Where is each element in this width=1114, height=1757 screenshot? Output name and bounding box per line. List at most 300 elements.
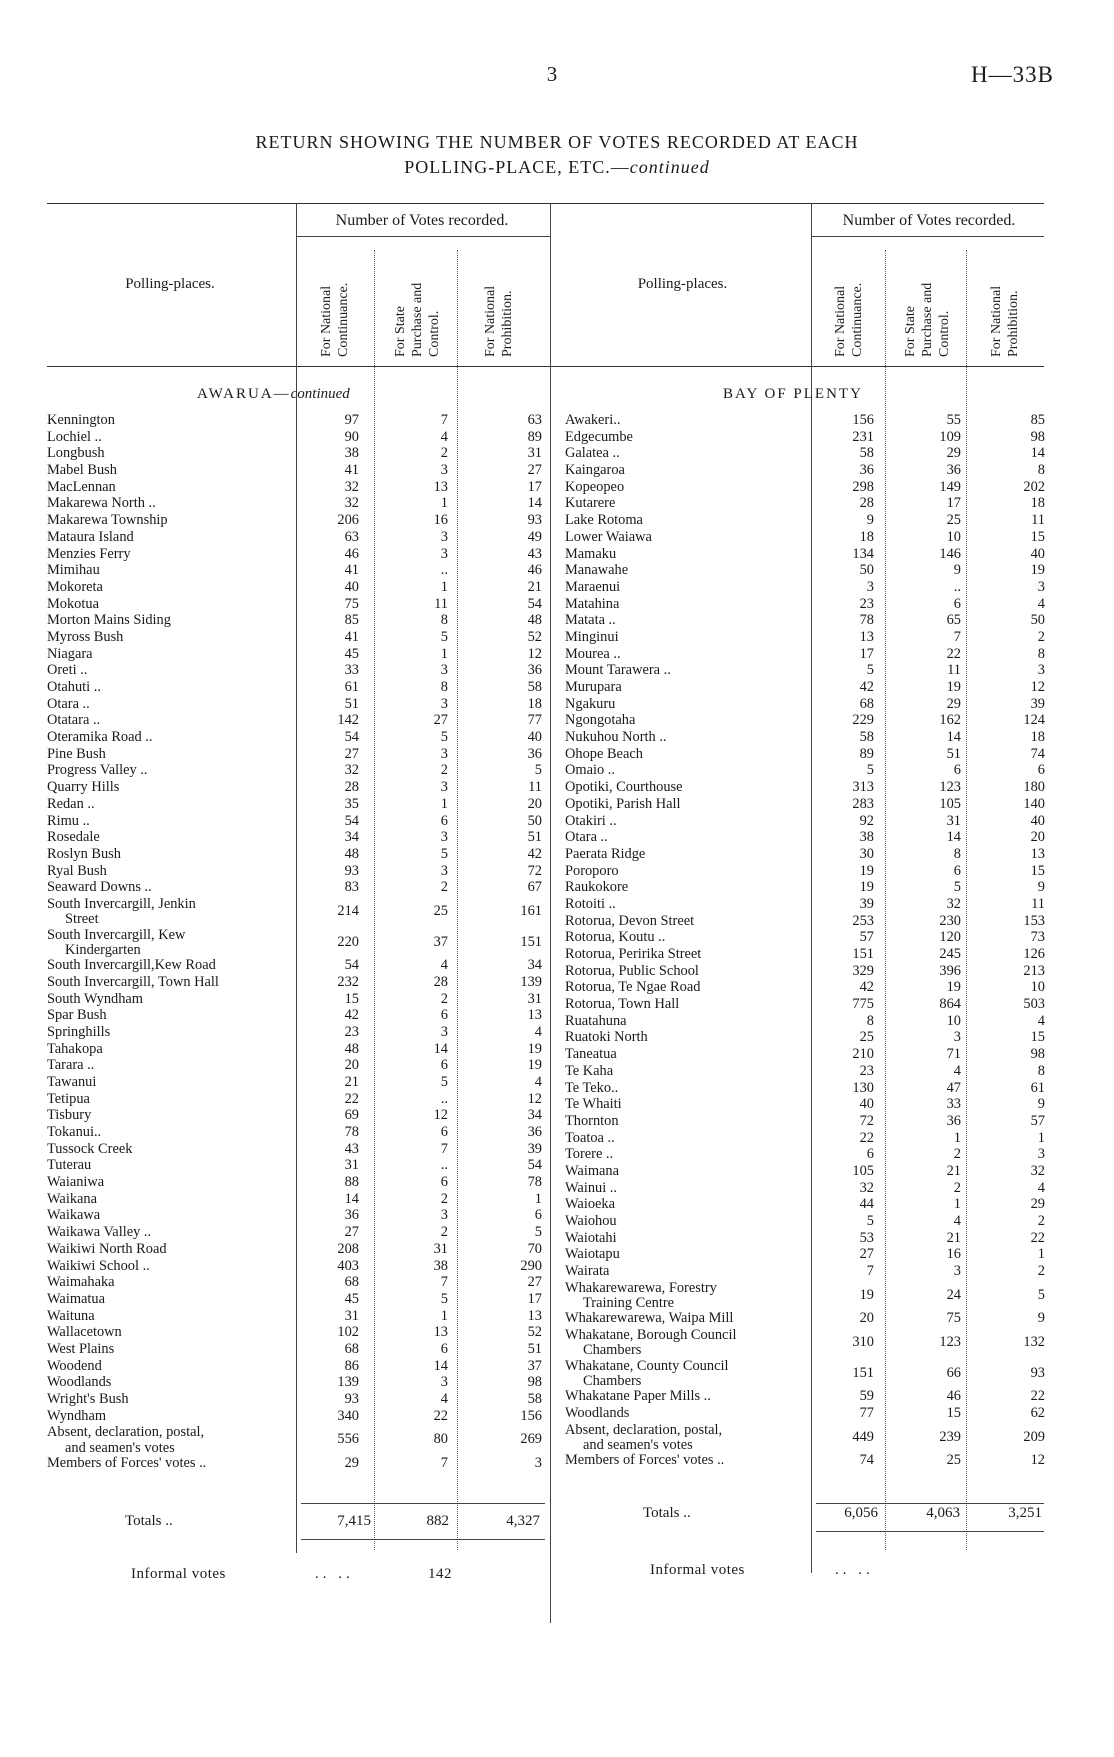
table-row (565, 580, 1055, 597)
polling-place-name-line-1: Oreti .. (47, 662, 88, 679)
votes-prohibition: 98 (527, 1374, 542, 1391)
left-col2-header: For State Purchase and Control. (393, 282, 442, 357)
votes-continuance: 20 (859, 1310, 874, 1327)
polling-place-name-line-1: Te Whaiti (565, 1096, 622, 1113)
polling-place-name (47, 463, 117, 478)
votes-state-control: 25 (433, 902, 448, 919)
polling-place-name (565, 1030, 648, 1045)
votes-continuance: 38 (859, 829, 874, 846)
table-row (565, 513, 1055, 530)
votes-prohibition: 52 (527, 628, 542, 645)
polling-place-name (47, 713, 100, 728)
votes-continuance: 22 (344, 1090, 359, 1107)
polling-place-name (47, 1058, 94, 1073)
votes-prohibition: 39 (527, 1140, 542, 1157)
polling-place-name (565, 1359, 728, 1390)
polling-place-name (565, 864, 619, 879)
polling-place-name-line-2: and seamen's votes (65, 1439, 175, 1456)
polling-place-name (47, 1175, 104, 1190)
votes-continuance: 8 (866, 1012, 874, 1029)
polling-place-name-line-1: Ryal Bush (47, 862, 107, 879)
votes-continuance: 32 (344, 495, 359, 512)
votes-prohibition: 78 (527, 1174, 542, 1191)
votes-state-control: 2 (440, 445, 448, 462)
votes-continuance: 105 (852, 1162, 874, 1179)
polling-place-name (565, 1406, 629, 1421)
polling-place-name (565, 1311, 733, 1326)
votes-continuance: 44 (859, 1196, 874, 1213)
polling-place-name (47, 864, 107, 879)
votes-continuance: 58 (859, 445, 874, 462)
table-row (565, 1453, 1055, 1470)
right-totals-label: Totals .. (643, 1505, 691, 1521)
polling-place-name (47, 1042, 103, 1057)
table-row (565, 1064, 1055, 1081)
votes-prohibition: 67 (527, 879, 542, 896)
votes-continuance: 31 (344, 1157, 359, 1174)
votes-prohibition: 290 (520, 1257, 542, 1274)
polling-place-name-line-1: Members of Forces' votes .. (565, 1452, 725, 1469)
polling-place-name-line-1: Tokanui.. (47, 1124, 102, 1140)
votes-continuance: 58 (859, 729, 874, 746)
polling-place-name-line-1: Murupara (565, 679, 622, 695)
polling-place-name (47, 1142, 132, 1157)
left-total-prohibition: 4,327 (506, 1513, 540, 1529)
votes-continuance: 340 (337, 1407, 359, 1424)
votes-state-control: 4 (440, 1391, 448, 1407)
table-row (565, 680, 1055, 697)
votes-continuance: 25 (859, 1029, 874, 1046)
polling-place-name (47, 1325, 122, 1340)
votes-continuance: 19 (859, 862, 874, 879)
votes-state-control: 5 (953, 879, 961, 896)
polling-place-name (47, 697, 90, 712)
polling-place-name (565, 430, 633, 445)
polling-place-name (47, 1292, 105, 1307)
polling-place-name (565, 463, 625, 478)
table-row (565, 1423, 1055, 1454)
polling-place-name-line-1: Members of Forces' votes .. (47, 1454, 207, 1471)
polling-place-name-line-1: Tussock Creek (47, 1140, 133, 1157)
polling-place-name-line-1: Wairata (565, 1263, 610, 1280)
polling-place-name-line-1: West Plains (47, 1340, 115, 1357)
polling-place-name (565, 480, 624, 495)
votes-continuance: 86 (344, 1357, 359, 1374)
polling-place-name-line-1: Woodlands (47, 1374, 112, 1391)
polling-place-name-line-1: Poroporo (565, 862, 619, 879)
polling-place-name (565, 1047, 617, 1062)
votes-state-control: 55 (946, 412, 961, 428)
votes-continuance: 27 (344, 1224, 359, 1241)
votes-prohibition: 15 (1030, 862, 1045, 879)
votes-prohibition: 2 (1037, 628, 1045, 645)
table-row (47, 1375, 547, 1392)
polling-place-name (565, 580, 620, 595)
polling-place-name-line-1: Niagara (47, 645, 93, 662)
polling-place-name-line-1: Redan .. (47, 795, 95, 812)
votes-continuance: 151 (852, 1364, 874, 1381)
table-row (565, 647, 1055, 664)
polling-place-name (565, 830, 608, 845)
votes-state-control: 32 (946, 895, 961, 912)
votes-continuance: 48 (344, 1040, 359, 1057)
polling-place-name (565, 663, 671, 678)
votes-state-control: 13 (433, 1324, 448, 1341)
votes-continuance: 31 (344, 1307, 359, 1324)
votes-state-control: 9 (953, 562, 961, 579)
table-row (565, 1247, 1055, 1264)
polling-place-name-line-1: Otara .. (47, 695, 90, 712)
table-row (565, 914, 1055, 931)
votes-continuance: 45 (344, 1290, 359, 1307)
votes-continuance: 97 (344, 412, 359, 428)
votes-prohibition: 50 (527, 812, 542, 829)
votes-prohibition: 139 (520, 973, 542, 990)
polling-place-name (47, 1275, 115, 1290)
title-line-2 (0, 155, 1114, 180)
table-row (47, 1125, 547, 1142)
polling-place-name-line-1: Rotorua, Public School (565, 962, 699, 979)
table-row (565, 747, 1055, 764)
votes-continuance: 54 (344, 957, 359, 974)
votes-prohibition: 180 (1023, 779, 1045, 796)
votes-state-control: 149 (939, 478, 961, 495)
votes-state-control: 8 (440, 679, 448, 695)
votes-continuance: 83 (344, 879, 359, 896)
polling-place-name-line-1: Lake Rotoma (565, 512, 643, 529)
votes-continuance: 63 (344, 528, 359, 545)
votes-state-control: 66 (946, 1364, 961, 1381)
right-total-state-control: 4,063 (926, 1505, 960, 1521)
polling-place-name-line-1: Woodlands (565, 1404, 630, 1421)
polling-place-name-line-1: Mokoreta (47, 578, 103, 595)
right-total-continuance: 6,056 (844, 1505, 878, 1521)
votes-state-control: .. (440, 1090, 448, 1107)
right-polling-places-header: Polling-places. (637, 276, 728, 292)
polling-place-name (565, 563, 628, 578)
votes-continuance: 206 (337, 512, 359, 529)
table-row (565, 413, 1055, 430)
polling-place-name (565, 947, 701, 962)
polling-place-name-line-1: Torere .. (565, 1146, 614, 1163)
table-row (565, 1164, 1055, 1181)
polling-place-name-line-1: Wallacetown (47, 1324, 122, 1341)
polling-place-name-line-1: Thornton (565, 1112, 619, 1129)
votes-state-control: 239 (939, 1428, 961, 1445)
votes-continuance: 78 (344, 1124, 359, 1140)
votes-prohibition: 9 (1037, 879, 1045, 896)
polling-place-name-line-1: Tahakopa (47, 1040, 103, 1057)
votes-state-control: 3 (440, 1023, 448, 1040)
votes-continuance: 93 (344, 862, 359, 879)
polling-place-name-line-1: Waikawa (47, 1207, 101, 1224)
polling-place-name-line-1: Manawahe (565, 562, 629, 579)
polling-place-name-line-2: Training Centre (583, 1295, 675, 1312)
polling-place-name-line-1: South Invercargill, Kew (47, 926, 186, 943)
table-row (47, 1108, 547, 1125)
polling-place-name (565, 1081, 618, 1096)
left-informal-votes-value: 142 (428, 1566, 452, 1582)
polling-place-name (47, 1192, 97, 1207)
polling-place-name-line-2: Chambers (583, 1342, 642, 1359)
votes-prohibition: 40 (1030, 545, 1045, 562)
votes-state-control: 3 (440, 462, 448, 479)
votes-continuance: 23 (859, 595, 874, 612)
votes-prohibition: 156 (520, 1407, 542, 1424)
table-row (565, 1359, 1055, 1390)
votes-state-control: 75 (946, 1310, 961, 1327)
polling-place-name-line-1: Te Kaha (565, 1062, 614, 1079)
votes-prohibition: 4 (1037, 1179, 1045, 1196)
table-row (565, 930, 1055, 947)
votes-continuance: 449 (852, 1428, 874, 1445)
votes-state-control: 105 (939, 795, 961, 812)
votes-continuance: 42 (344, 1007, 359, 1024)
polling-place-name (565, 1389, 711, 1404)
right-col1-header: For National Continuance. (833, 282, 865, 357)
polling-place-name-line-1: Seaward Downs .. (47, 879, 152, 896)
table-row (47, 513, 547, 530)
table-row (47, 958, 547, 975)
polling-place-name (565, 1328, 736, 1359)
votes-state-control: 3 (440, 695, 448, 712)
votes-continuance: 54 (344, 812, 359, 829)
votes-state-control: 27 (433, 712, 448, 729)
polling-place-name-line-1: Rotorua, Peririka Street (565, 946, 702, 962)
table-row (47, 697, 547, 714)
table-row (47, 1392, 547, 1409)
votes-prohibition: 61 (1030, 1079, 1045, 1096)
votes-state-control: 1 (440, 578, 448, 595)
table-row (47, 663, 547, 680)
votes-state-control: 71 (946, 1046, 961, 1063)
table-row (565, 1114, 1055, 1131)
polling-place-name-line-1: Rosedale (47, 829, 100, 846)
table-row (47, 814, 547, 831)
left-informal-votes-label: Informal votes (131, 1566, 226, 1582)
polling-place-name-line-1: Morton Mains Siding (47, 612, 171, 629)
votes-prohibition: 19 (1030, 562, 1045, 579)
polling-place-name (47, 928, 185, 959)
table-row (47, 1058, 547, 1075)
table-row (47, 1042, 547, 1059)
polling-place-name-line-1: South Invercargill, Jenkin (47, 895, 196, 912)
votes-continuance: 28 (859, 495, 874, 512)
votes-state-control: 65 (946, 612, 961, 629)
votes-prohibition: 32 (1030, 1162, 1045, 1179)
polling-place-name-line-1: Tisbury (47, 1107, 92, 1124)
votes-prohibition: 2 (1037, 1213, 1045, 1229)
polling-place-name (565, 1114, 619, 1129)
polling-place-name (47, 1008, 107, 1023)
right-section-title: BAY OF PLENTY (723, 386, 863, 402)
votes-state-control: 7 (440, 1454, 448, 1471)
table-row (565, 1389, 1055, 1406)
votes-prohibition: 5 (534, 1224, 542, 1241)
table-row (47, 496, 547, 513)
votes-prohibition: 58 (527, 1391, 542, 1407)
votes-continuance: 23 (859, 1062, 874, 1079)
votes-state-control: 24 (946, 1286, 961, 1303)
page-title (0, 130, 1114, 180)
polling-place-name (47, 496, 156, 511)
polling-place-name (47, 547, 131, 562)
votes-state-control: 6 (440, 1124, 448, 1140)
polling-place-name (47, 814, 90, 829)
votes-prohibition: 17 (527, 1290, 542, 1307)
votes-state-control: 31 (946, 812, 961, 829)
polling-place-name-line-1: Myross Bush (47, 628, 124, 645)
polling-place-name-line-1: Rotorua, Devon Street (565, 912, 695, 929)
votes-state-control: 17 (946, 495, 961, 512)
votes-state-control: 25 (946, 1452, 961, 1469)
polling-place-name-line-1: South Invercargill, Town Hall (47, 973, 219, 990)
votes-continuance: 89 (859, 745, 874, 762)
polling-place-name (565, 1197, 615, 1212)
table-row (565, 1231, 1055, 1248)
polling-place-name-line-1: Wainui .. (565, 1179, 617, 1196)
votes-state-control: 230 (939, 912, 961, 929)
table-row (47, 563, 547, 580)
votes-state-control: 1 (953, 1129, 961, 1146)
votes-continuance: 32 (344, 478, 359, 495)
votes-prohibition: 21 (527, 578, 542, 595)
right-table-body (565, 413, 1055, 1470)
polling-place-name (47, 1158, 91, 1173)
table-row (47, 1008, 547, 1025)
votes-continuance: 88 (344, 1174, 359, 1191)
votes-prohibition: 13 (1030, 845, 1045, 862)
votes-continuance: 50 (859, 562, 874, 579)
polling-place-name (565, 1131, 615, 1146)
polling-place-name-line-1: Waimatua (47, 1290, 105, 1307)
polling-place-name (47, 1375, 111, 1390)
votes-state-control: 21 (946, 1162, 961, 1179)
table-row (47, 1425, 547, 1456)
polling-place-name (47, 730, 153, 745)
table-row (565, 713, 1055, 730)
votes-state-control: 8 (953, 845, 961, 862)
votes-continuance: 22 (859, 1129, 874, 1146)
polling-place-name (565, 647, 621, 662)
table-row (47, 1292, 547, 1309)
votes-continuance: 59 (859, 1388, 874, 1405)
polling-place-name-line-1: Rotorua, Town Hall (565, 996, 680, 1013)
polling-place-name (565, 547, 616, 562)
votes-state-control: 33 (946, 1096, 961, 1113)
table-row (47, 730, 547, 747)
table-row (47, 780, 547, 797)
votes-continuance: 313 (852, 779, 874, 796)
polling-place-name-line-1: Progress Valley .. (47, 762, 148, 779)
votes-state-control: 16 (946, 1246, 961, 1263)
votes-prohibition: 151 (520, 933, 542, 950)
polling-place-name (47, 958, 216, 973)
polling-place-name-line-1: Waimana (565, 1162, 619, 1179)
polling-place-name (565, 1423, 722, 1454)
votes-prohibition: 36 (527, 662, 542, 679)
votes-state-control: 3 (440, 745, 448, 762)
votes-state-control: 3 (440, 662, 448, 679)
votes-continuance: 253 (852, 912, 874, 929)
votes-state-control: 11 (947, 662, 961, 679)
polling-place-name-line-1: Springhills (47, 1023, 111, 1040)
votes-continuance: 9 (866, 512, 874, 529)
polling-place-name (565, 930, 665, 945)
votes-continuance: 90 (344, 428, 359, 445)
right-totals-rule (816, 1503, 1044, 1504)
votes-prohibition: 15 (1030, 1029, 1045, 1046)
polling-place-name-line-1: Paerata Ridge (565, 845, 646, 862)
votes-state-control: 80 (433, 1431, 448, 1448)
votes-continuance: 68 (344, 1340, 359, 1357)
votes-continuance: 74 (859, 1452, 874, 1469)
polling-place-name-line-1: Waikana (47, 1190, 97, 1207)
votes-state-control: .. (440, 1157, 448, 1174)
votes-state-control: 1 (440, 1307, 448, 1324)
table-row (565, 964, 1055, 981)
votes-continuance: 139 (337, 1374, 359, 1391)
polling-place-name (47, 1125, 101, 1140)
polling-place-name-line-1: Whakatane, Borough Council (565, 1327, 737, 1344)
left-section-continued: continued (290, 386, 350, 402)
polling-place-name-line-1: Makarewa Township (47, 512, 168, 529)
table-row (47, 864, 547, 881)
table-row (565, 1131, 1055, 1148)
polling-place-name (47, 413, 115, 428)
votes-continuance: 68 (859, 695, 874, 712)
polling-place-name-line-1: Absent, declaration, postal, (47, 1424, 205, 1441)
votes-continuance: 42 (859, 979, 874, 996)
votes-prohibition: 73 (1030, 929, 1045, 946)
votes-continuance: 54 (344, 729, 359, 746)
votes-prohibition: 18 (1030, 495, 1045, 512)
votes-state-control: 2 (953, 1179, 961, 1196)
polling-place-name (565, 897, 616, 912)
votes-state-control: 37 (433, 933, 448, 950)
votes-continuance: 19 (859, 879, 874, 896)
votes-continuance: 142 (337, 712, 359, 729)
polling-place-name-line-2: and seamen's votes (583, 1436, 693, 1453)
polling-place-name (565, 1264, 609, 1279)
polling-place-name (565, 814, 617, 829)
votes-prohibition: 202 (1023, 478, 1045, 495)
table-row (47, 1075, 547, 1092)
polling-place-name (565, 763, 615, 778)
polling-place-name-line-1: Ruatahuna (565, 1012, 627, 1029)
table-row (47, 413, 547, 430)
table-row (565, 780, 1055, 797)
votes-continuance: 38 (344, 445, 359, 462)
polling-place-name-line-1: MacLennan (47, 478, 116, 495)
header-bottom-rule (47, 366, 1044, 367)
table-row (565, 947, 1055, 964)
polling-place-name (47, 1108, 91, 1123)
votes-continuance: 14 (344, 1190, 359, 1207)
votes-state-control: 6 (440, 812, 448, 829)
votes-prohibition: 11 (1031, 512, 1045, 529)
votes-continuance: 775 (852, 996, 874, 1013)
polling-place-name-line-2: Chambers (583, 1372, 642, 1389)
votes-prohibition: 126 (1023, 946, 1045, 962)
polling-place-name (47, 797, 95, 812)
polling-place-name-line-1: Mabel Bush (47, 462, 117, 479)
polling-place-name-line-1: Tawanui (47, 1073, 97, 1090)
votes-state-control: 1 (953, 1196, 961, 1213)
votes-prohibition: 140 (1023, 795, 1045, 812)
table-row (47, 1275, 547, 1292)
table-row (565, 613, 1055, 630)
